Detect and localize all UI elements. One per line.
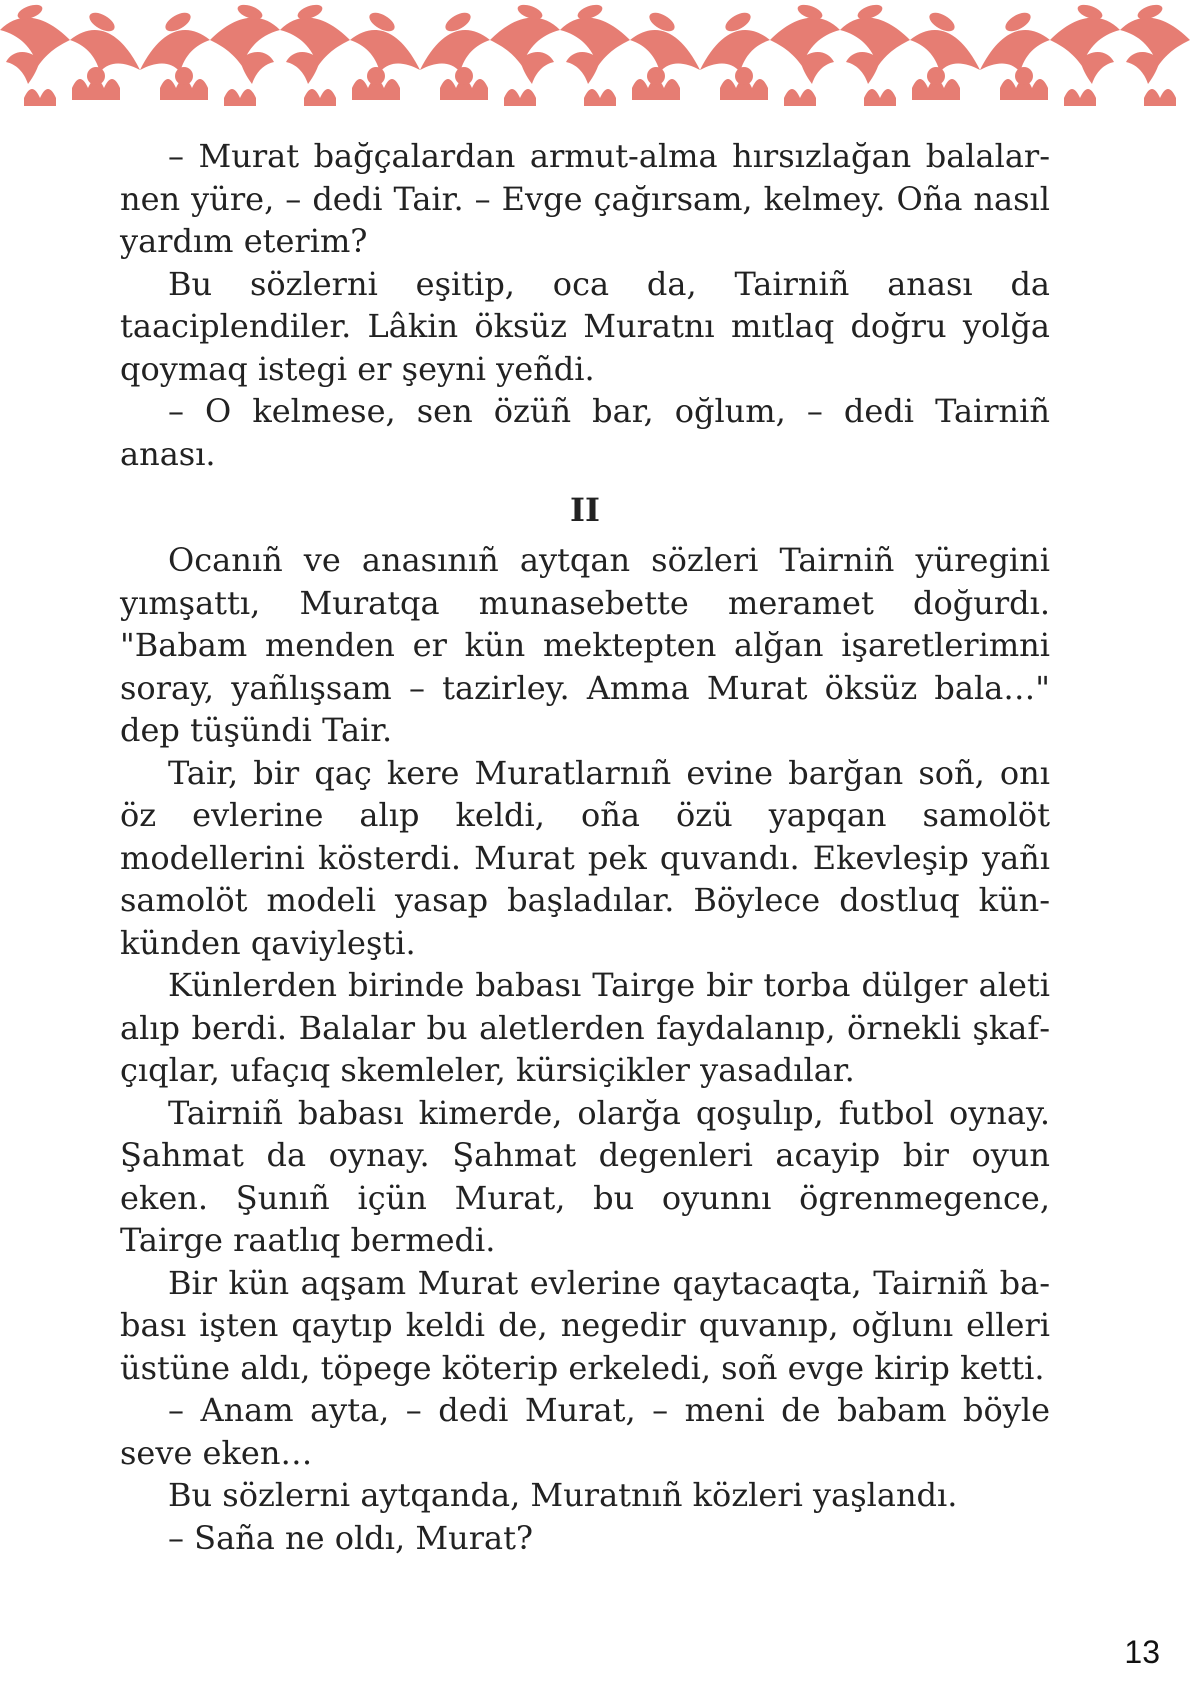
paragraphs-before bbox=[120, 135, 1050, 475]
floral-motif-icon bbox=[420, 2, 560, 106]
floral-motif-icon bbox=[700, 2, 840, 106]
page-number: 13 bbox=[1124, 1634, 1160, 1670]
paragraph: Tairniñ babası kimerde, olarğa qoşulıp, futbol oynay. Şahmat da oynay. Şahmat degenleri acayip bir oyun eken. Şunıñ içün Murat, bu oyunnı ögrenmegence, Tairge raatlıq bermedi. bbox=[120, 1093, 1050, 1259]
floral-motif-icon bbox=[0, 2, 140, 106]
paragraph: Ocanıñ ve anasınıñ aytqan sözleri Tairniñ yüregini yımşattı, Muratqa munasebette meramet doğurdı. "Babam menden er kün mektepten alğan işaretlerimni soray, yañlışsam – tazirley. Amma Murat öksüz bala…" dep tüşündi Tair. bbox=[120, 541, 1050, 749]
floral-motif-icon bbox=[560, 2, 700, 106]
floral-border-icon bbox=[0, 0, 1190, 110]
paragraph: Bu sözlerni aytqanda, Muratnıñ közleri yaşlandı. bbox=[168, 1476, 958, 1514]
floral-motif-icon bbox=[980, 2, 1120, 106]
page-text bbox=[120, 135, 1050, 1559]
paragraph: Künlerden birinde babası Tairge bir torba dülger aleti alıp berdi. Balalar bu aletlerden faydalanıp, örnekli şkafçıqlar, ufaçıq skemleler, kürsiçikler yasadılar. bbox=[120, 966, 1050, 1089]
paragraph: Bir kün aqşam Murat evlerine qaytacaqta, Tairniñ babası işten qaytıp keldi de, negedir quvanıp, oğlunı elleri üstüne aldı, töpege köterip erkeledi, soñ evge kirip ketti. bbox=[120, 1263, 1050, 1387]
paragraph: – O kelmese, sen özüñ bar, oğlum, – dedi Tairniñ anası. bbox=[120, 392, 1050, 473]
floral-motif-icon bbox=[840, 2, 980, 106]
floral-motif-icon bbox=[140, 2, 280, 106]
section-heading: II bbox=[570, 491, 600, 529]
floral-motif-icon bbox=[1120, 2, 1190, 106]
paragraph: Tair, bir qaç kere Muratlarnıñ evine barğan soñ, onı öz evlerine alıp keldi, oña özü yapqan samolöt modellerini kösterdi. Murat pek quvandı. Ekevleşip yañı samolöt modeli yasap başladılar. Böylece dostluq kün-künden qaviyleşti. bbox=[120, 753, 1050, 962]
paragraphs-after bbox=[120, 539, 1050, 1559]
paragraph: – Anam ayta, – dedi Murat, – meni de babam böyle seve eken… bbox=[120, 1391, 1050, 1472]
floral-motif-icon bbox=[280, 2, 420, 106]
paragraph: – Saña ne oldı, Murat? bbox=[168, 1518, 534, 1557]
paragraph: Bu sözlerni eşitip, oca da, Tairniñ anası da taaciplendiler. Lâkin öksüz Muratnı mıtlaq doğru yolğa qoymaq istegi er şeyni yeñdi. bbox=[120, 264, 1050, 388]
paragraph: – Murat bağçalardan armut-alma hırsızlağan balalarnen yüre, – dedi Tair. – Evge çağırsam, kelmey. Oña nasıl yardım eterim? bbox=[120, 137, 1050, 260]
